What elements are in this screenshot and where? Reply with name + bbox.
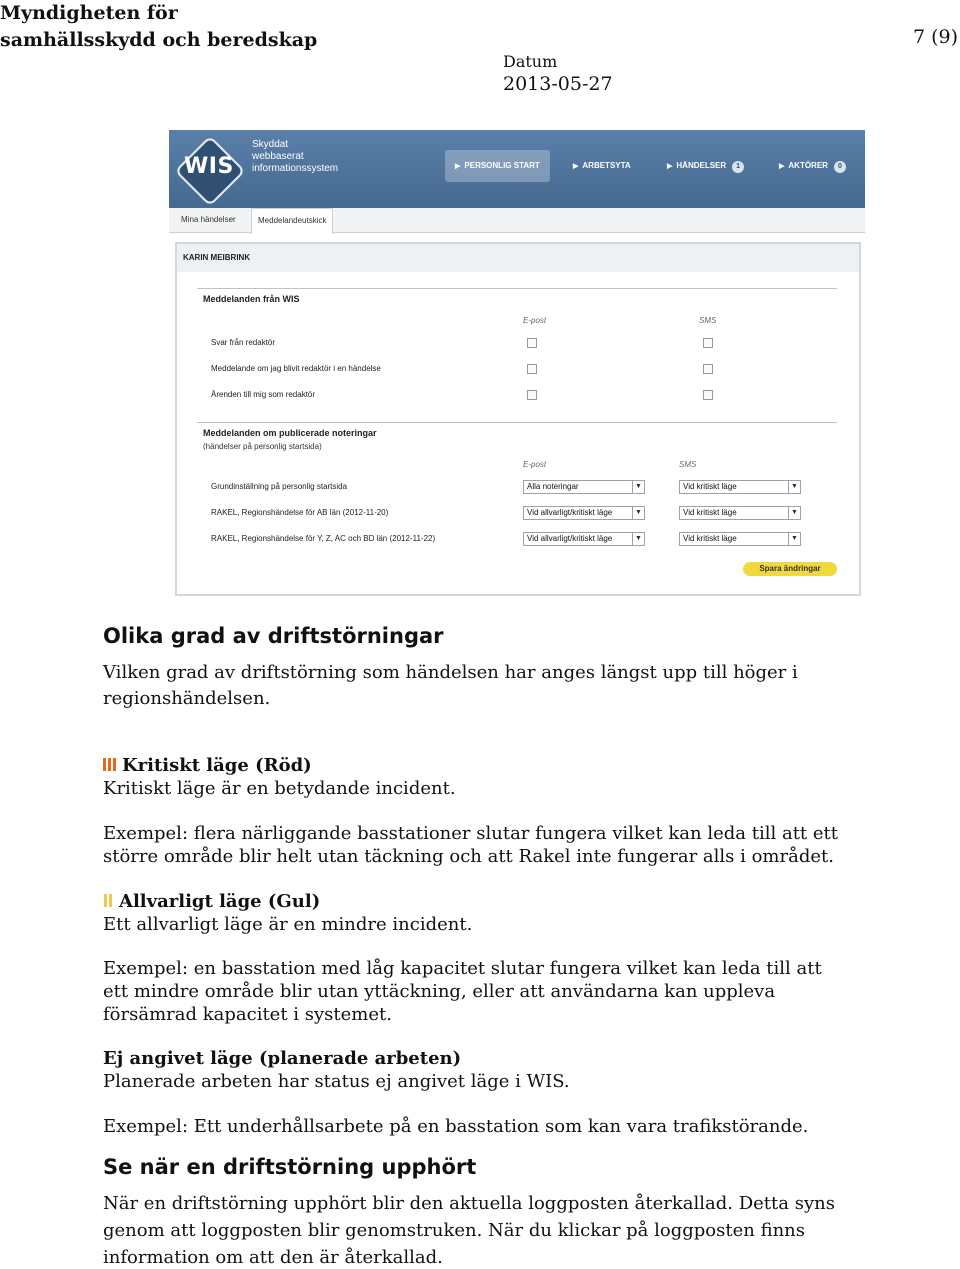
- group2-title: Meddelanden om publicerade noteringar: [203, 428, 377, 438]
- group1-title: Meddelanden från WIS: [203, 294, 300, 304]
- arrow-icon: ▶: [779, 163, 785, 170]
- nav-handelser[interactable]: ▶ HÄNDELSER 1: [657, 150, 754, 182]
- email-select[interactable]: Vid allvarligt/kritiskt läge ▼: [523, 532, 645, 546]
- group1-row-label: Meddelande om jag blivit redaktör i en händelse: [211, 364, 381, 373]
- sms-checkbox[interactable]: [703, 338, 713, 348]
- count-badge: 0: [834, 161, 846, 173]
- arrow-icon: ▶: [667, 163, 673, 170]
- wis-logo-caption: Skyddat webbaserat informationssystem: [252, 139, 339, 174]
- group2-subtitle: (händelser på personlig startsida): [203, 442, 322, 451]
- nav-personlig-start[interactable]: ▶ PERSONLIG START: [445, 150, 550, 182]
- settings-panel: [175, 242, 861, 596]
- chevron-down-icon: ▼: [632, 507, 644, 519]
- settings-form: [197, 282, 837, 572]
- email-checkbox[interactable]: [527, 338, 537, 348]
- paragraph-line: Exempel: en basstation med låg kapacitet slutar fungera vilket kan leda till att: [103, 958, 822, 979]
- ej-angivet-description: Planerade arbeten har status ej angivet läge i WIS.: [103, 1071, 570, 1092]
- email-select[interactable]: Vid allvarligt/kritiskt läge ▼: [523, 506, 645, 520]
- sms-checkbox[interactable]: [703, 364, 713, 374]
- tab-meddelandeutskick[interactable]: Meddelandeutskick: [251, 208, 333, 234]
- group2-email-header: E-post: [523, 460, 547, 469]
- page-number: 7 (9): [912, 26, 958, 48]
- paragraph-line: genom att loggposten blir genomstruken. När du klickar på loggposten finns: [103, 1220, 805, 1241]
- nav-aktorer[interactable]: ▶ AKTÖRER 0: [769, 150, 856, 182]
- heading-olika-grad: Olika grad av driftstörningar: [103, 624, 444, 648]
- allvarligt-heading: Allvarligt läge (Gul): [103, 890, 320, 913]
- sms-select[interactable]: Vid kritiskt läge ▼: [679, 506, 801, 520]
- panel-header: [177, 244, 859, 272]
- chevron-down-icon: ▼: [632, 481, 644, 493]
- user-name: KARIN MEIBRINK: [183, 253, 251, 262]
- divider: [197, 422, 837, 423]
- chevron-down-icon: ▼: [788, 481, 800, 493]
- paragraph-line: större område blir helt utan täckning och att Rakel inte fungerar alls i området.: [103, 846, 834, 867]
- paragraph-line: information om att den är återkallad.: [103, 1247, 443, 1268]
- chevron-down-icon: ▼: [632, 533, 644, 545]
- paragraph-line: Exempel: flera närliggande basstationer slutar fungera vilket kan leda till att ett: [103, 823, 839, 844]
- nav-arbetsyta[interactable]: ▶ ARBETSYTA: [573, 161, 631, 170]
- ej-angivet-heading: Ej angivet läge (planerade arbeten): [103, 1048, 462, 1069]
- group1-sms-header: SMS: [699, 316, 717, 325]
- date-value: 2013-05-27: [503, 73, 613, 95]
- wis-topbar: [169, 130, 865, 208]
- wis-logo-text: WIS: [184, 154, 234, 179]
- email-checkbox[interactable]: [527, 390, 537, 400]
- serious-level-icon: [103, 894, 113, 907]
- group1-email-header: E-post: [523, 316, 547, 325]
- kritiskt-description: Kritiskt läge är en betydande incident.: [103, 778, 456, 799]
- paragraph-line: försämrad kapacitet i systemet.: [103, 1004, 392, 1025]
- chevron-down-icon: ▼: [788, 507, 800, 519]
- sms-select[interactable]: Vid kritiskt läge ▼: [679, 532, 801, 546]
- group2-row-label: Grundinställning på personlig startsida: [211, 482, 348, 491]
- group2-sms-header: SMS: [679, 460, 697, 469]
- group2-row-label: RAKEL, Regionshändelse för AB län (2012-11-20): [211, 508, 389, 517]
- organization-name: [0, 0, 317, 54]
- paragraph-line: regionshändelsen.: [103, 688, 271, 709]
- paragraph-line: Vilken grad av driftstörning som händelsen har anges längst upp till höger i: [103, 662, 798, 683]
- group2-row-label: RAKEL, Regionshändelse för Y, Z, AC och BD län (2012-11-22): [211, 534, 436, 543]
- sms-checkbox[interactable]: [703, 390, 713, 400]
- count-badge: 1: [732, 161, 744, 173]
- chevron-down-icon: ▼: [788, 533, 800, 545]
- ej-angivet-example: Exempel: Ett underhållsarbete på en basstation som kan vara trafikstörande.: [103, 1116, 809, 1137]
- email-select[interactable]: Alla noteringar ▼: [523, 480, 645, 494]
- paragraph-line: När en driftstörning upphört blir den aktuella loggposten återkallad. Detta syns: [103, 1193, 835, 1214]
- sms-select[interactable]: Vid kritiskt läge ▼: [679, 480, 801, 494]
- arrow-icon: ▶: [455, 163, 461, 170]
- divider: [197, 288, 837, 289]
- email-checkbox[interactable]: [527, 364, 537, 374]
- save-button[interactable]: Spara ändringar: [743, 562, 837, 576]
- org-line-1: Myndigheten för: [0, 2, 178, 24]
- arrow-icon: ▶: [573, 163, 579, 170]
- group1-row-label: Svar från redaktör: [211, 338, 276, 347]
- tab-mina-handelser[interactable]: Mina händelser: [181, 215, 236, 224]
- kritiskt-heading: Kritiskt läge (Röd): [103, 754, 312, 777]
- wis-screenshot: [169, 130, 865, 597]
- critical-level-icon: [103, 758, 116, 771]
- org-line-2: samhällsskydd och beredskap: [0, 29, 318, 51]
- paragraph-line: ett mindre område blir utan yttäckning, eller att användarna kan uppleva: [103, 981, 776, 1002]
- wis-subnav: [169, 208, 865, 233]
- heading-upphort: Se när en driftstörning upphört: [103, 1155, 477, 1179]
- allvarligt-description: Ett allvarligt läge är en mindre incident.: [103, 914, 473, 935]
- date-label: Datum: [503, 52, 558, 71]
- group1-row-label: Ärenden till mig som redaktör: [211, 390, 316, 399]
